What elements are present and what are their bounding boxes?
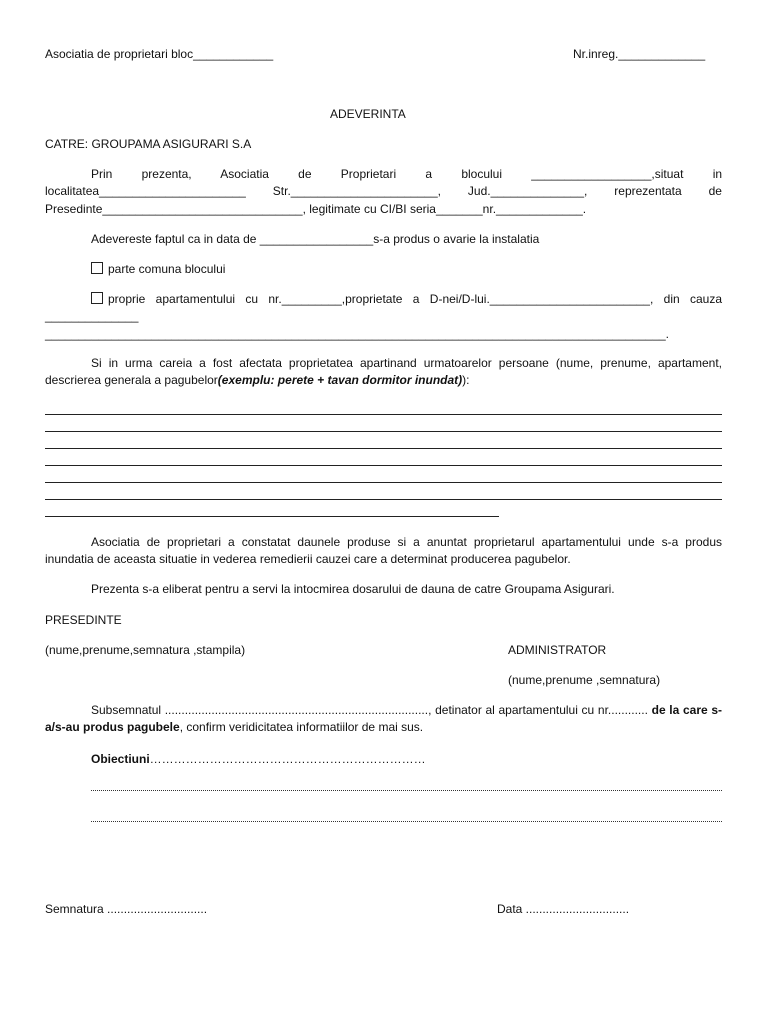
option-private-line-2: ______________ — [45, 309, 139, 323]
president-details: (nume,prenume,semnatura ,stampila) — [45, 643, 246, 657]
undersigned-text-2: , confirm veridicitatea informatiilor de mai sus. — [179, 720, 424, 734]
word: din — [663, 292, 680, 306]
date-field: Data ............................... — [497, 902, 630, 916]
word: a — [412, 292, 420, 306]
signature-field: Semnatura .............................. — [45, 902, 208, 916]
finding-paragraph: Asociatia de proprietari a constatat daunele produse si a anuntat proprietarul apartamentului unde s-a produs inundatia de aceasta situatie in vederea remedierii cauzei care a determinat producerea pagubelor. — [45, 535, 722, 566]
word: Str.______________________, — [272, 184, 441, 198]
option-common — [91, 261, 225, 278]
affected-example: (exemplu: perete + tavan dormitor inundat) — [217, 373, 463, 387]
private-apartment-checkbox-wrap — [91, 292, 145, 306]
option-private-line-1 — [91, 291, 722, 308]
word: cauza — [689, 292, 722, 306]
common-part-checkbox[interactable] — [91, 262, 103, 274]
objections-fill-line[interactable] — [91, 821, 722, 822]
word: Jud.______________, — [467, 184, 588, 198]
affected-suffix: ): — [462, 373, 470, 387]
option-common-label: parte comuna blocului — [108, 262, 226, 276]
word: Asociatia — [220, 167, 269, 181]
word: a — [425, 167, 433, 181]
administrator-details: (nume,prenume ,semnatura) — [508, 673, 661, 687]
word: __________________,situat — [531, 167, 684, 181]
affected-paragraph — [45, 355, 722, 389]
objections-label: Obiectiuni — [91, 752, 150, 766]
option-private-line-3: _____________________________________________________________________________________________. — [45, 327, 669, 341]
fill-line[interactable] — [45, 516, 499, 517]
word: proprie — [108, 292, 146, 306]
purpose-statement: Prezenta s-a eliberat pentru a servi la intocmirea dosarului de dauna de catre Groupama Asigurari. — [91, 582, 615, 596]
fill-line[interactable] — [45, 414, 722, 415]
word: de — [708, 184, 722, 198]
word: blocului — [461, 167, 503, 181]
document-title: ADEVERINTA — [330, 107, 406, 121]
word: in — [712, 167, 723, 181]
intro-line-2 — [45, 183, 722, 200]
undersigned-bold: de la care s-a/s-au produs pagubele — [45, 703, 723, 734]
registration-number: Nr.inreg._____________ — [573, 47, 706, 61]
word: nr._________,proprietate — [268, 292, 403, 306]
objections-fill-line[interactable] — [91, 790, 722, 791]
fill-line[interactable] — [45, 465, 722, 466]
fill-line[interactable] — [45, 482, 722, 483]
private-apartment-checkbox[interactable] — [91, 292, 103, 304]
fill-line[interactable] — [45, 448, 722, 449]
recipient: CATRE: GROUPAMA ASIGURARI S.A — [45, 137, 252, 151]
president-title: PRESEDINTE — [45, 613, 122, 627]
undersigned-paragraph — [45, 702, 722, 736]
association-header: Asociatia de proprietari bloc____________ — [45, 47, 274, 61]
word: de — [298, 167, 312, 181]
objections-row — [91, 751, 426, 768]
word: localitatea______________________ — [45, 184, 246, 198]
administrator-title: ADMINISTRATOR — [508, 643, 607, 657]
word: prezenta, — [141, 167, 192, 181]
objections-dots: …………………………………………………………… — [149, 752, 426, 766]
undersigned-text-1: Subsemnatul ..............................................................................., detinator al apartamentului cu nr............ — [91, 703, 652, 717]
intro-line-1 — [91, 166, 722, 183]
word: Proprietari — [340, 167, 397, 181]
word: Prin — [91, 167, 113, 181]
affected-text: Si in urma careia a fost afectata proprietatea apartinand urmatoarelor persoane (nume, prenume, apartament, descrierea generala a pagubelor — [45, 356, 722, 387]
fill-line[interactable] — [45, 499, 722, 500]
intro-line-3: Presedinte______________________________, legitimate cu CI/BI seria_______nr._____________. — [45, 202, 587, 216]
word: reprezentata — [614, 184, 682, 198]
fill-line[interactable] — [45, 431, 722, 432]
certify-statement: Adevereste faptul ca in data de _________________s-a produs o avarie la instalatia — [91, 232, 540, 246]
word: cu — [245, 292, 259, 306]
word: apartamentului — [155, 292, 236, 306]
word: D-nei/D-lui.________________________, — [429, 292, 654, 306]
